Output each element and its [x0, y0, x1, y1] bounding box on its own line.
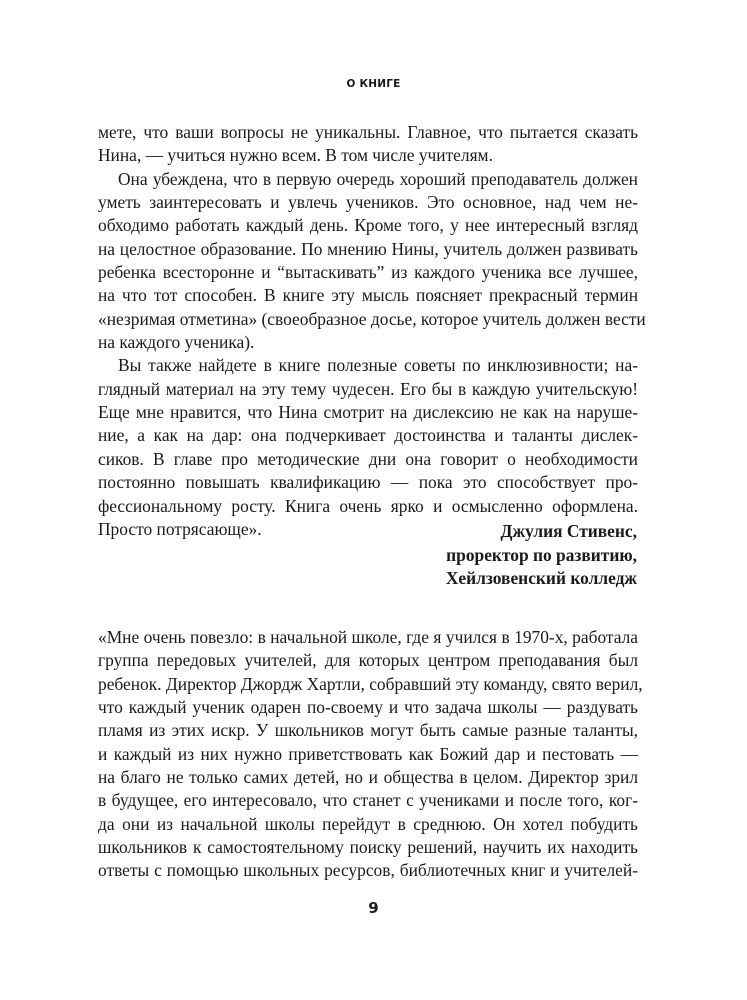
review-signature: [446, 520, 637, 591]
text-line: «незримая отметина» (своеобразное досье, которое учитель должен вести: [98, 308, 646, 329]
text-line: сиков. В главе про методические дни она говорит о необходимости: [98, 448, 638, 469]
text-line: ние, а как на дар: она подчеркивает достоинства и таланты дислек-: [98, 425, 638, 446]
text-line: уметь заинтересовать и увлечь учеников. Это основное, над чем не-: [98, 192, 638, 213]
text-line: Нина, — учиться нужно всем. В том числе учителям.: [98, 145, 493, 166]
signature-name: Джулия Стивенс,: [500, 521, 637, 541]
text-line: обходимо работать каждый день. Кроме того, у нее интересный взгляд: [98, 215, 638, 236]
text-line: «Мне очень повезло: в начальной школе, где я учился в 1970-х, работала: [98, 627, 638, 647]
text-line: на что тот способен. В книге эту мысль поясняет прекрасный термин: [98, 285, 638, 306]
text-line: Просто потрясающе».: [98, 518, 262, 539]
review-text-block: [98, 626, 643, 883]
text-line: Вы также найдете в книге полезные советы по инклюзивности; на-: [118, 355, 638, 376]
text-line: фессиональному росту. Книга очень ярко и осмысленно оформлена.: [98, 495, 638, 516]
text-line: ребенок. Директор Джордж Хартли, собравший эту команду, свято верил,: [98, 673, 643, 694]
text-line: глядный материал на эту тему чудесен. Его бы в каждую учительскую!: [98, 378, 638, 399]
signature-institution: Хейлзовенский колледж: [445, 568, 637, 588]
text-line: что каждый ученик одарен по-своему и что задача школы — раздувать: [98, 697, 638, 718]
signature-position: проректор по развитию,: [446, 544, 637, 565]
text-line: ребенка всесторонне и “вытаскивать” из каждого ученика все лучшее,: [98, 262, 638, 283]
running-title: О КНИГЕ: [346, 78, 401, 90]
text-line: ответы с помощью школьных ресурсов, библиотечных книг и учителей-: [98, 860, 638, 881]
text-line: в будущее, его интересовало, что станет с учениками и после того, ког-: [98, 790, 638, 811]
text-line: Она убеждена, что в первую очередь хороший преподаватель должен: [118, 168, 638, 189]
text-line: Еще мне нравится, что Нина смотрит на дислексию не как на наруше-: [98, 402, 638, 423]
text-line: на благо не только самих детей, но и общества в целом. Директор зрил: [98, 767, 638, 788]
text-line: да они из начальной школы перейдут в среднюю. Он хотел побудить: [98, 813, 638, 834]
text-line: постоянно повышать квалификацию — пока это способствует про-: [98, 472, 638, 493]
text-line: мете, что ваши вопросы не уникальны. Главное, что пытается сказать: [98, 122, 638, 142]
text-line: группа передовых учителей, для которых центром преподавания был: [98, 650, 638, 671]
text-line: школьников к самостоятельному поиску решений, научить их находить: [98, 837, 638, 858]
text-line: на целостное образование. По мнению Нины, учитель должен развивать: [98, 238, 638, 259]
text-line: на каждого ученика).: [98, 332, 255, 353]
text-line: и каждый из них нужно приветствовать как Божий дар и пестовать —: [98, 743, 638, 764]
page-number: 9: [368, 899, 379, 917]
text-line: пламя из этих искр. У школьников могут быть самые разные таланты,: [98, 720, 638, 741]
review-text-block: [98, 121, 646, 541]
